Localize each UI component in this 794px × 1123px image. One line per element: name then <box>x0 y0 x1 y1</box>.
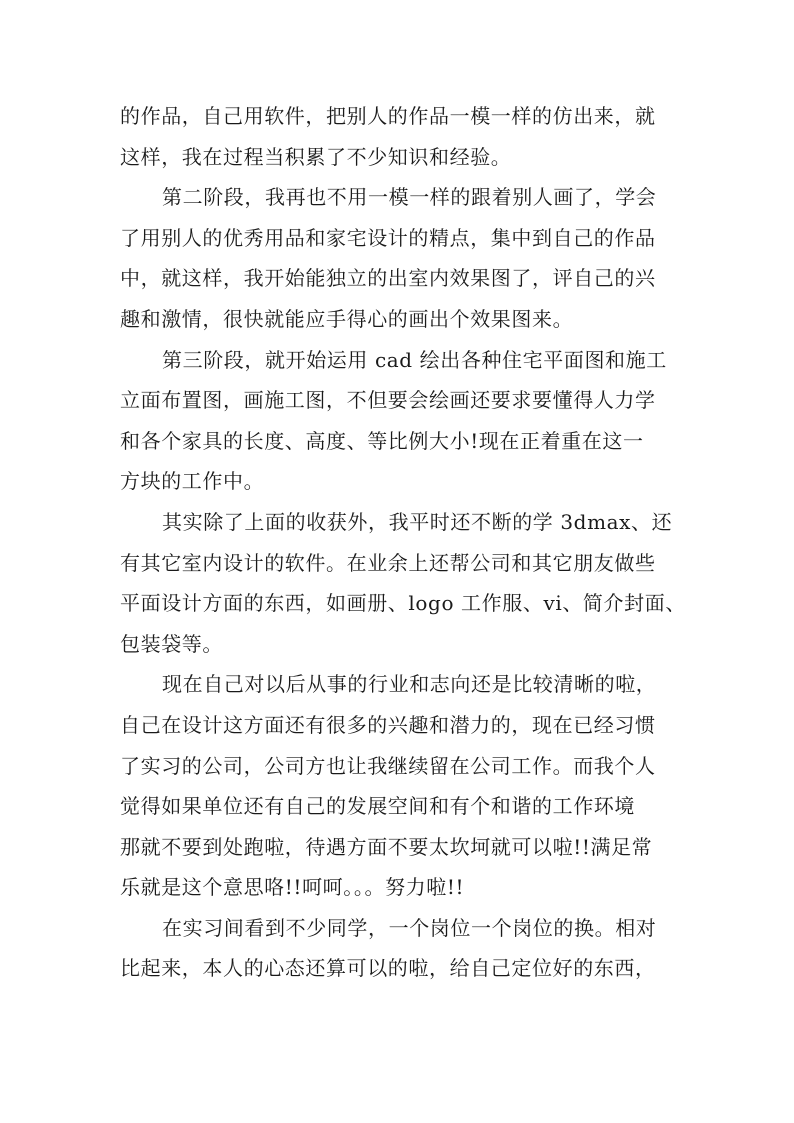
text-line: 这样，我在过程当积累了不少知识和经验。 <box>120 144 512 169</box>
text-line: 有其它室内设计的软件。在业余上还帮公司和其它朋友做些 <box>120 550 656 575</box>
text-line: 现在自己对以后从事的行业和志向还是比较清晰的啦， <box>162 672 657 697</box>
text-line: 平面设计方面的东西，如画册、logo 工作服、vi、简介封面、 <box>120 591 686 616</box>
paragraph <box>120 340 680 502</box>
paragraph <box>120 664 680 908</box>
text-line: 中，就这样，我开始能独立的出室内效果图了，评自己的兴 <box>120 266 656 291</box>
text-line: 自己在设计这方面还有很多的兴趣和潜力的，现在已经习惯 <box>120 712 656 737</box>
text-line: 立面布置图，画施工图，不但要会绘画还要求要懂得人力学 <box>120 388 656 413</box>
text-line: 的作品，自己用软件，把别人的作品一模一样的仿出来，就 <box>120 104 656 128</box>
body-text <box>120 96 686 989</box>
text-line: 了用别人的优秀用品和家宅设计的精点，集中到自己的作品 <box>120 225 656 250</box>
text-line: 觉得如果单位还有自己的发展空间和有个和谐的工作环境 <box>120 794 635 819</box>
text-line: 和各个家具的长度、高度、等比例大小!现在正着重在这一 <box>120 428 644 453</box>
paragraph <box>120 908 680 989</box>
text-line: 那就不要到处跑啦，待遇方面不要太坎坷就可以啦!!满足常 <box>120 834 653 859</box>
paragraph <box>120 177 680 339</box>
text-line: 比起来，本人的心态还算可以的啦，给自己定位好的东西， <box>120 956 656 981</box>
text-line: 在实习间看到不少同学，一个岗位一个岗位的换。相对 <box>162 915 657 940</box>
text-line: 方块的工作中。 <box>120 469 265 494</box>
text-line: 其实除了上面的收获外，我平时还不断的学 3dmax、还 <box>162 509 673 534</box>
paragraph <box>120 96 680 177</box>
text-line: 乐就是这个意思咯!!呵呵。。。努力啦!! <box>120 875 465 900</box>
text-line: 第三阶段，就开始运用 cad 绘出各种住宅平面图和施工 <box>162 347 667 372</box>
text-line: 趣和激情，很快就能应手得心的画出个效果图来。 <box>120 306 574 331</box>
text-line: 了实习的公司，公司方也让我继续留在公司工作。而我个人 <box>120 753 656 778</box>
paragraph <box>120 502 686 664</box>
text-line: 包装袋等。 <box>120 631 223 656</box>
text-line: 第二阶段，我再也不用一模一样的跟着别人画了，学会 <box>162 185 657 210</box>
